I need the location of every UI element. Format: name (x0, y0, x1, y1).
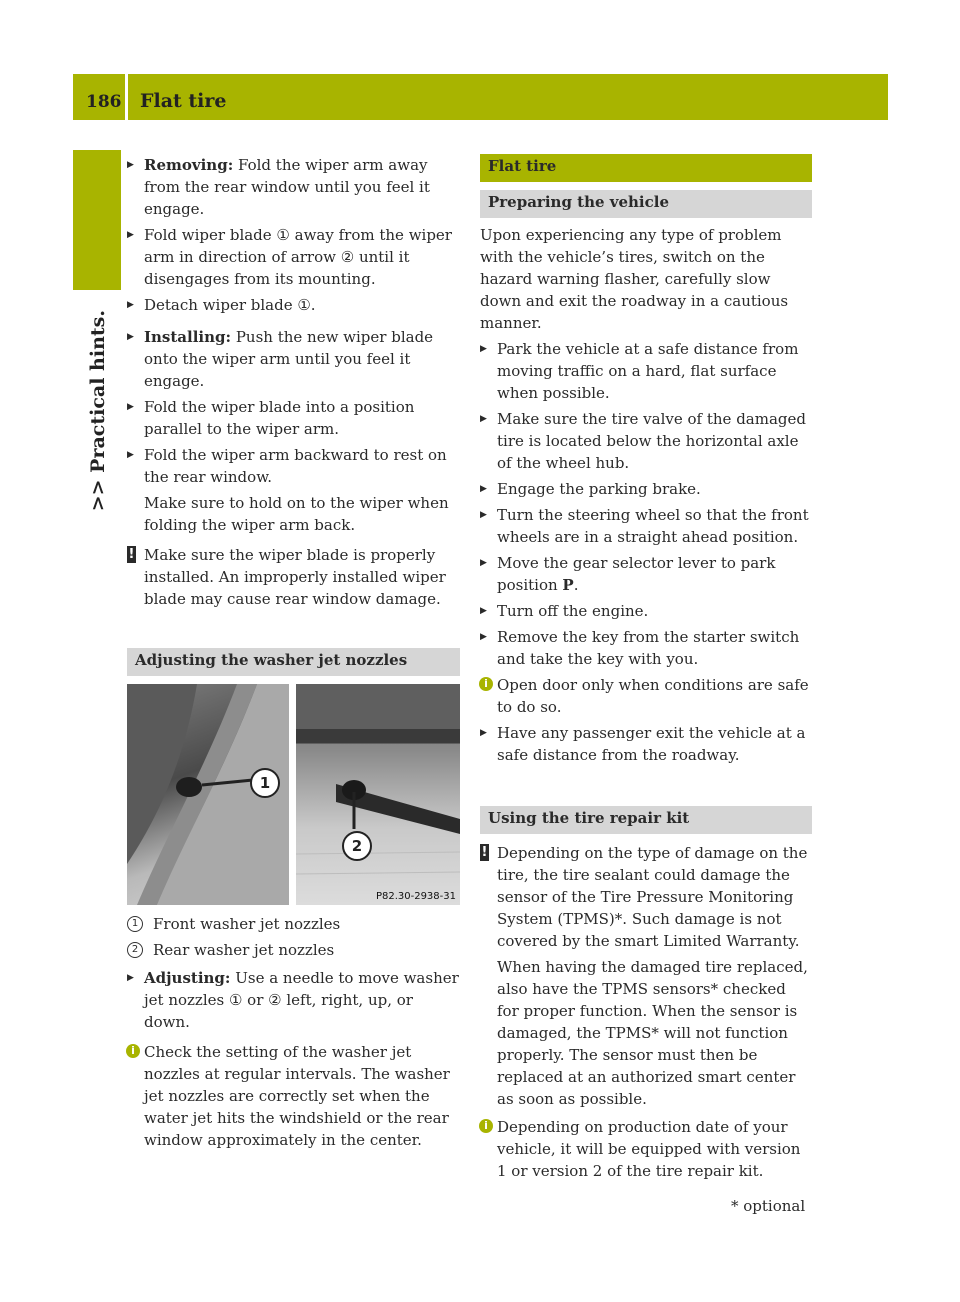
page-number: 186 (86, 92, 122, 112)
number-2-icon: 2 (127, 942, 143, 958)
figure-reference: P82.30-2938-31 (375, 891, 456, 902)
rear-nozzle-photo (296, 684, 460, 905)
number-1-icon: 1 (127, 916, 143, 932)
step-tire-valve: ▶ Make sure the tire valve of the damaged tire is located below the horizontal axle of the wheel hub. (480, 408, 812, 474)
heading-washer-nozzles: Adjusting the washer jet nozzles (127, 648, 460, 676)
step-installing: ▶ Installing: Push the new wiper blade onto the wiper arm until you feel it engage. (127, 326, 460, 392)
step-detach-blade: ▶ Detach wiper blade ①. (127, 294, 460, 316)
step-passenger-exit: ▶ Have any passenger exit the vehicle at a safe distance from the roadway. (480, 722, 812, 766)
warning-note: ! Make sure the wiper blade is properly installed. An improperly installed wiper blade may cause rear window damage. (128, 546, 446, 608)
warning-note-kit-continued: When having the damaged tire replaced, also have the TPMS sensors* checked for proper function. When the sensor is damaged, the TPMS* will not function properly. The sensor must then be replaced at an authorized smart center as soon as possible. (497, 958, 808, 1108)
header-divider (125, 74, 128, 120)
front-nozzle-photo (127, 684, 289, 905)
exclamation-icon: ! (481, 845, 488, 860)
legend-item-1: 1 Front washer jet nozzles (127, 913, 460, 935)
heading-tire-repair-kit: Using the tire repair kit (480, 806, 812, 834)
callout-1: 1 (250, 768, 280, 798)
footer-optional: * optional (731, 1197, 806, 1215)
info-note-door: i Open door only when conditions are safe to do so. (480, 674, 812, 718)
step-parking-brake: ▶ Engage the parking brake. (480, 478, 812, 500)
intro-paragraph: Upon experiencing any type of problem with the vehicle’s tires, switch on the hazard warning flasher, carefully slow down and exit the roadway in a cautious manner. (480, 226, 789, 332)
info-icon: i (479, 677, 493, 691)
exclamation-icon: ! (128, 547, 135, 562)
step-gear-selector: ▶ Move the gear selector lever to park position P. (480, 552, 812, 596)
warning-note-kit: ! Depending on the type of damage on the tire, the tire sealant could damage the sensor of the Tire Pressure Monitoring System (TPMS)*. Such damage is not covered by the smart Limited Warranty. (481, 844, 808, 950)
callout-2: 2 (342, 831, 372, 861)
step-steering-wheel: ▶ Turn the steering wheel so that the front wheels are in a straight ahead position. (480, 504, 812, 548)
info-icon: i (126, 1044, 140, 1058)
info-note-kit: i Depending on production date of your vehicle, it will be equipped with version 1 or version 2 of the tire repair kit. (480, 1116, 812, 1182)
step-removing: ▶ Removing: Fold the wiper arm away from the rear window until you feel it engage. (127, 154, 460, 220)
chapter-title: Flat tire (140, 90, 227, 112)
right-column (480, 154, 812, 1186)
left-column (127, 154, 460, 1155)
info-note-nozzles: i Check the setting of the washer jet nozzles at regular intervals. The washer jet nozzles are correctly set when the water jet hits the windshield or the rear window approximately in the center. (127, 1041, 460, 1151)
side-tab-label: >> Practical hints. (87, 310, 109, 512)
info-icon: i (479, 1119, 493, 1133)
step-remove-key: ▶ Remove the key from the starter switch and take the key with you. (480, 626, 812, 670)
rear-nozzle-illustration (296, 684, 460, 905)
heading-flat-tire: Flat tire (480, 154, 812, 182)
step-fold-parallel: ▶ Fold the wiper blade into a position parallel to the wiper arm. (127, 396, 460, 440)
step-fold-blade: ▶ Fold wiper blade ① away from the wiper arm in direction of arrow ② until it disengages from its mounting. (127, 224, 460, 290)
legend-item-2: 2 Rear washer jet nozzles (127, 939, 460, 961)
step-park-vehicle: ▶ Park the vehicle at a safe distance from moving traffic on a hard, flat surface when possible. (480, 338, 812, 404)
step-fold-arm-back: ▶ Fold the wiper arm backward to rest on the rear window. (127, 444, 460, 488)
install-note: Make sure to hold on to the wiper when folding the wiper arm back. (144, 494, 449, 534)
step-adjusting: ▶ Adjusting: Use a needle to move washer jet nozzles ① or ② left, right, up, or down. (127, 967, 460, 1033)
washer-nozzle-figure (127, 684, 460, 905)
step-engine-off: ▶ Turn off the engine. (480, 600, 812, 622)
side-tab-block (73, 150, 121, 290)
heading-preparing-vehicle: Preparing the vehicle (480, 190, 812, 218)
